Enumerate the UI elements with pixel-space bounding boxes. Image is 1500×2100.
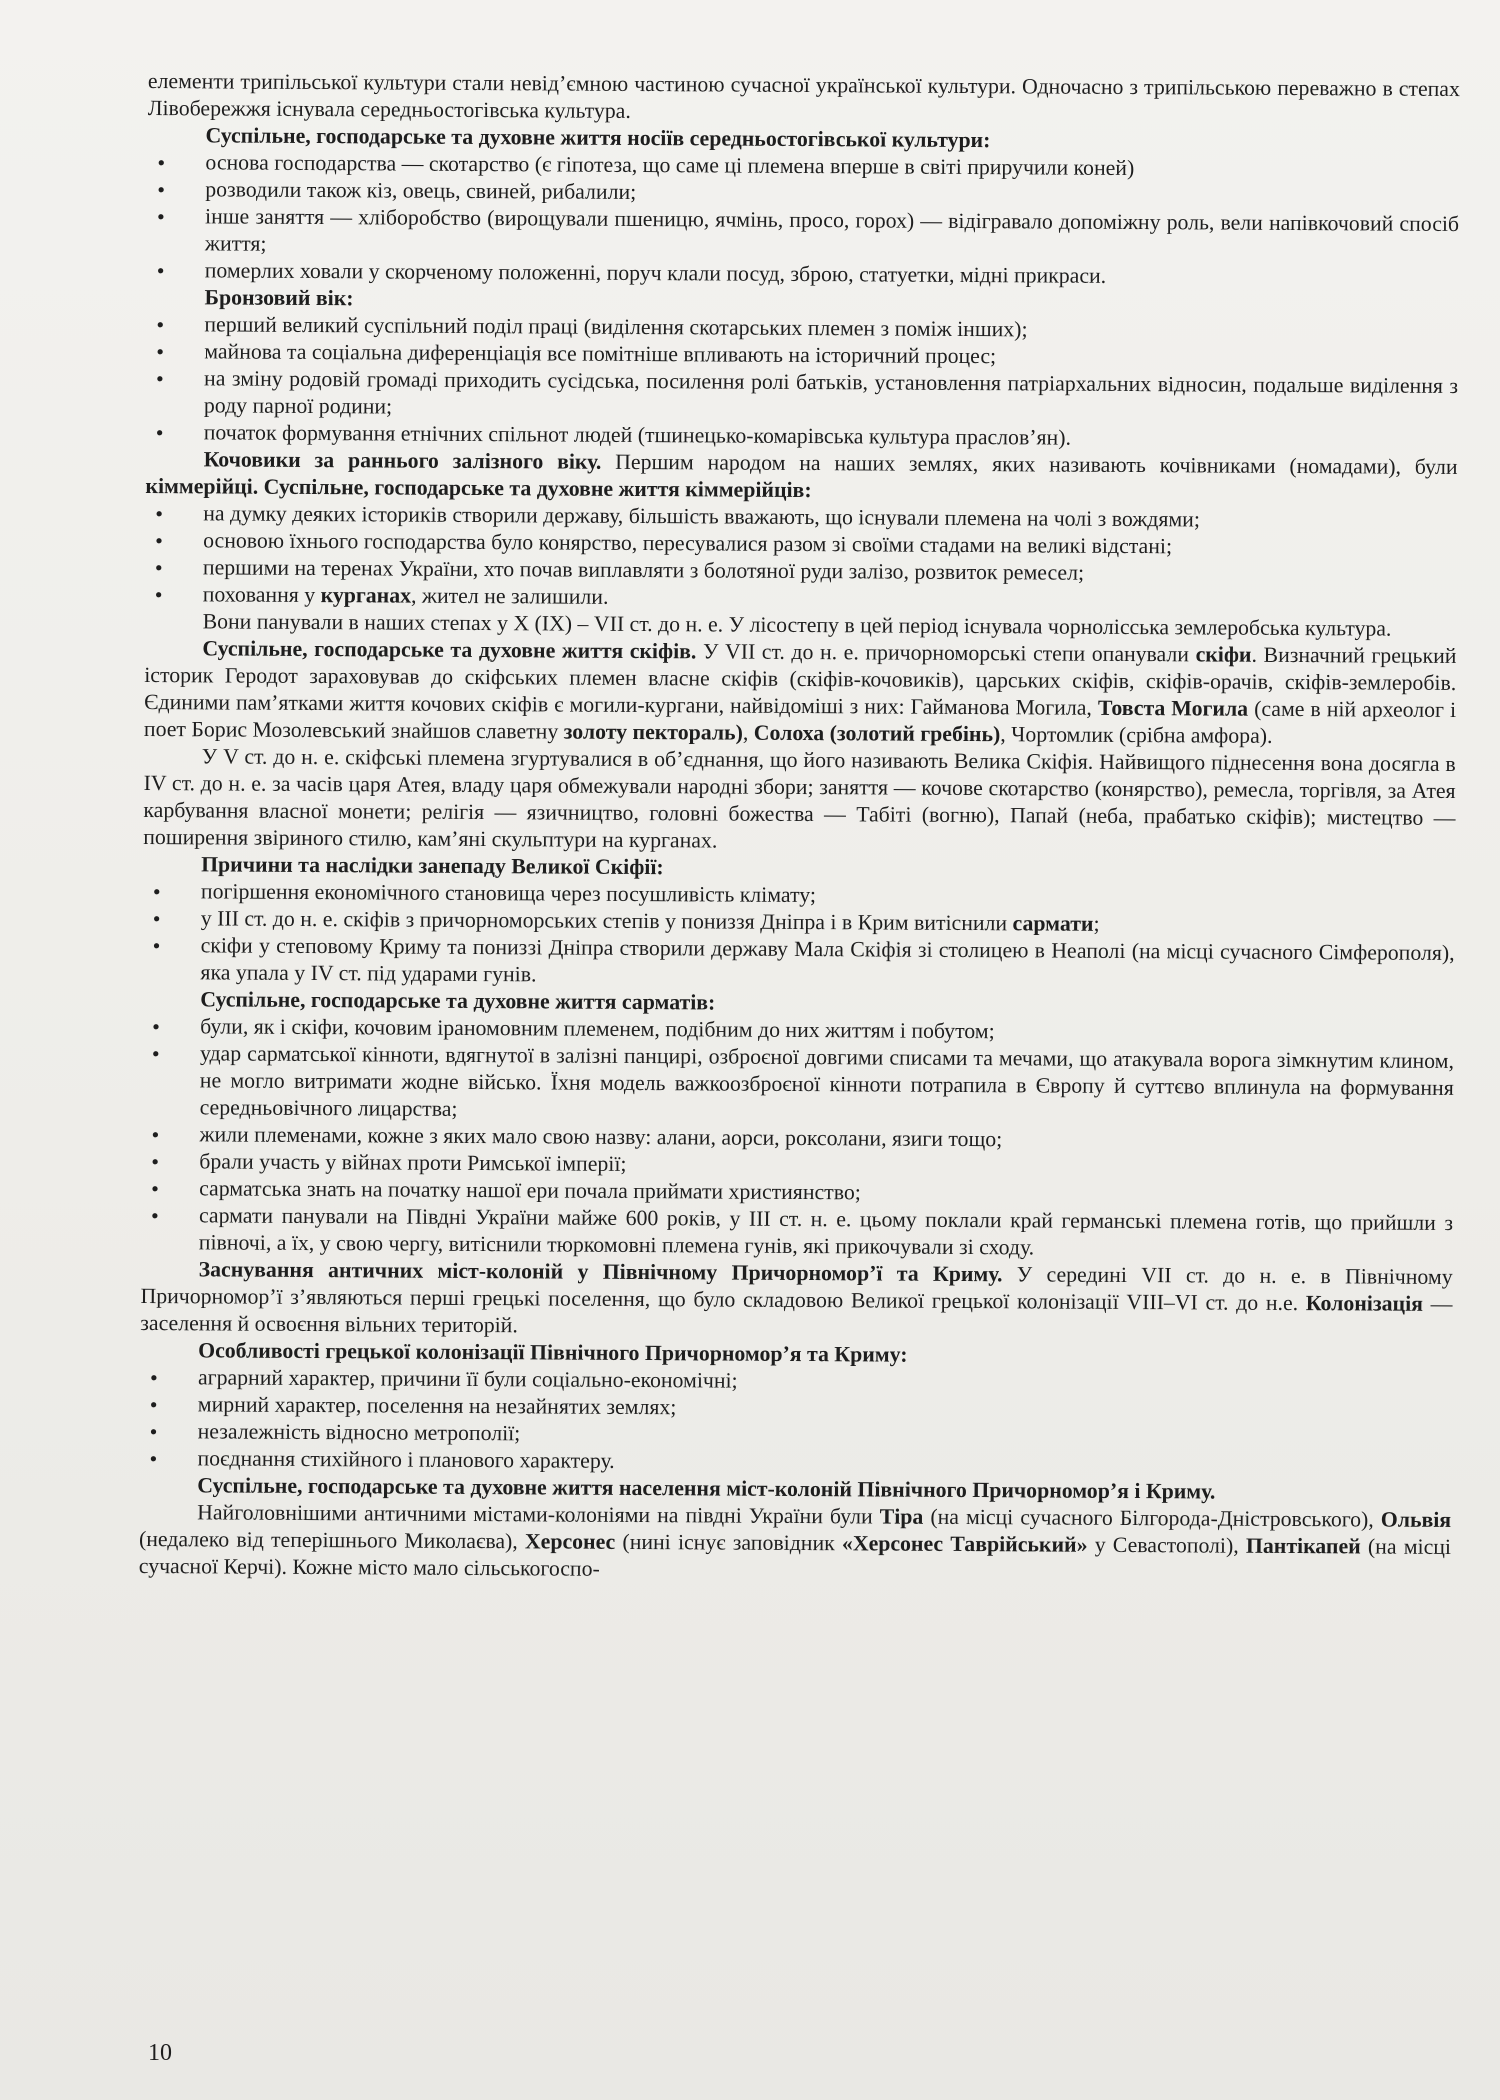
heading-sarmatians: Суспільне, господарське та духовне життя сарматів: (200, 987, 716, 1015)
list-decline (142, 878, 1455, 994)
intro-paragraph: елементи трипільської культури стали невід’ємною частиною сучасної української культури. Одночасно з трипільською переважно в степах Лівобережжя існувала середньостогівська культура. (147, 68, 1460, 123)
list-cimmerians (145, 500, 1458, 616)
list-item: • удар сарматської кінноти, вдягнутої в залізні панцирі, озброєної довгими списами та мечами, що атакувала ворога зімкнутим клином, не могло витримати жодне військо. Їхня модель важкоозброєної кінноти потрапила в Європу й суттєво вплинула на формування середньовічного лицарства; (142, 1040, 1454, 1129)
list-sarmatians (141, 1013, 1454, 1264)
paragraph-great-scythia: У V ст. до н. е. скіфські племена згуртувалися в об’єднання, що його називають Велика Скіфія. Найвищого піднесення вона досягла в IV ст. до н. е. за часів царя Атея, владу царя обмежували народні збори; заняття — кочове скотарство (конярство), ремесла, торгівля, за Атея карбування власної монети; релігія — язичництво, головні божества — Табіті (вогню), Папай (неба, прабатько скіфів); мистецтво — поширення звіриного стилю, кам’яні скульптури на курганах. (143, 744, 1456, 853)
list-item: • основа господарства — скотарство (є гіпотеза, що саме ці племена вперше в світі приручили коней) (147, 149, 1459, 184)
list-item: • померлих ховали у скорченому положенні, поруч клали посуд, зброю, статуетки, мідні прикраси. (147, 257, 1459, 292)
paragraph-colonies: Заснування античних міст-колоній у Північному Причорномор’ї та Криму. У середині VII ст. до н. е. в Північному Причорномор’ї з’являються перші грецькі поселення, що було складовою Великої грецької колонізації VIII–VI ст. до н.е. Колонізація — заселення й освоєння вільних територій. (140, 1257, 1453, 1338)
heading-colonies-population: Суспільне, господарське та духовне життя населення міст-колоній Північного Причорномор’я і Криму. (197, 1473, 1216, 1504)
paragraph-scythians: Суспільне, господарське та духовне життя скіфів. У VII ст. до н. е. причорноморські степи опанували скіфи. Визначний грецький історик Геродот зараховував до скіфських племен власне скіфів (скіфів-кочовиків), царських скіфів, скіфів-орачів, скіфів-землеробів. Єдиними пам’ятками життя кочових скіфів є могили-кургани, найвідоміші з них: Гайманова Могила, Товста Могила (саме в ній археолог і поет Борис Мозолевський знайшов славетну золоту пектораль), Солоха (золотий гребінь), Чортомлик (срібна амфора). (143, 636, 1457, 748)
list-item: • сармати панували на Півдні України майже 600 років, у ІІІ ст. н. е. цьому поклали край германські племена готів, що прийшли з півночі, а їх, у свою чергу, витіснили тюркомовні племена гунів, які прикочували зі сходу. (141, 1202, 1453, 1264)
list-item: • першими на теренах України, хто почав виплавляти з болотяної руди залізо, розвиток ремесел; (145, 554, 1457, 589)
list-item: • аграрний характер, причини її були соціально-економічні; (140, 1364, 1452, 1399)
heading-colonization-features: Особливості грецької колонізації Північного Причорномор’я та Криму: (198, 1338, 908, 1367)
heading-bronze-age: Бронзовий вік: (204, 285, 354, 311)
list-item: • були, як і скіфи, кочовим іраномовним племенем, подібним до них життям і побутом; (142, 1013, 1454, 1048)
list-colonization-features (139, 1364, 1452, 1480)
list-item: • на думку деяких істориків створили державу, більшість вважають, що існували племена на чолі з вождями; (145, 500, 1457, 535)
list-item: • перший великий суспільний поділ праці (виділення скотарських племен з поміж інших); (146, 311, 1458, 346)
list-item: • брали участь у війнах проти Римської імперії; (141, 1148, 1453, 1183)
list-item: • жили племенами, кожне з яких мало свою назву: алани, аорси, роксолани, язиги тощо; (141, 1121, 1453, 1156)
page-text (139, 68, 1460, 1588)
list-item: • мирний характер, поселення на незайнятих землях; (140, 1391, 1452, 1426)
list-item: • початок формування етнічних спільнот людей (тшинецько-комарівська культура праслов’ян). (146, 419, 1458, 454)
list-srednostogivska (147, 149, 1460, 292)
list-item: • поховання у курганах, жител не залишили. (145, 581, 1457, 616)
list-item: • розводили також кіз, овець, свиней, рибалили; (147, 176, 1459, 211)
list-item: • погіршення економічного становища через посушливість клімату; (143, 878, 1455, 913)
paragraph-nomads: Кочовики за раннього залізного віку. Першим народом на наших землях, яких називають кочівниками (номадами), були кіммерійці. Суспільне, господарське та духовне життя кіммерійців: (145, 447, 1458, 503)
paragraph-cities: Найголовнішими античними містами-колоніями на півдні України були Тіра (на місці сучасного Білгорода-Дністровського), Ольвія (недалеко від теперішнього Миколаєва), Херсонес (нині існує заповідник «Херсонес Таврійський» у Севастополі), Пантікапей (на місці сучасної Керчі). Кожне місто мало сільськогоспо- (138, 1500, 1452, 1581)
list-item: • поєднання стихійного і планового характеру. (139, 1445, 1451, 1480)
list-item: • інше заняття — хліборобство (вирощували пшеницю, ячмінь, просо, горох) — відігравало допоміжну роль, вели напівкочовий спосіб життя; (147, 203, 1459, 265)
list-item: • на зміну родовій громаді приходить сусідська, посилення ролі батьків, установлення патріархальних відносин, подальше виділення з роду парної родини; (146, 365, 1458, 427)
heading-srednostogivska: Суспільне, господарське та духовне життя носіїв середньостогівської культури: (205, 123, 991, 153)
list-bronze-age (146, 311, 1459, 454)
list-item: • майнова та соціальна диференціація все помітніше впливають на історичний процес; (146, 338, 1458, 373)
list-item: • скіфи у степовому Криму та пониззі Дніпра створили державу Мала Скіфія зі столицею в Неаполі (на місці сучасного Сімферополя), яка упала у IV ст. під ударами гунів. (142, 932, 1454, 994)
heading-decline: Причини та наслідки занепаду Великої Скіфії: (201, 852, 664, 880)
list-item: • сарматська знать на початку нашої ери почала приймати християнство; (141, 1175, 1453, 1210)
list-item: • незалежність відносно метрополії; (140, 1418, 1452, 1453)
paragraph-cimmerians-end: Вони панували в наших степах у Х (ІХ) – VII ст. до н. е. У лісостепу в цей період існувала чорнолісська землеробська культура. (202, 609, 1392, 641)
page-number: 10 (148, 2040, 172, 2066)
list-item: • основою їхнього господарства було конярство, пересувалися разом зі своїми стадами на великі відстані; (145, 527, 1457, 562)
list-item: • у ІІІ ст. до н. е. скіфів з причорноморських степів у пониззя Дніпра і в Крим витіснили сармати; (143, 905, 1455, 940)
